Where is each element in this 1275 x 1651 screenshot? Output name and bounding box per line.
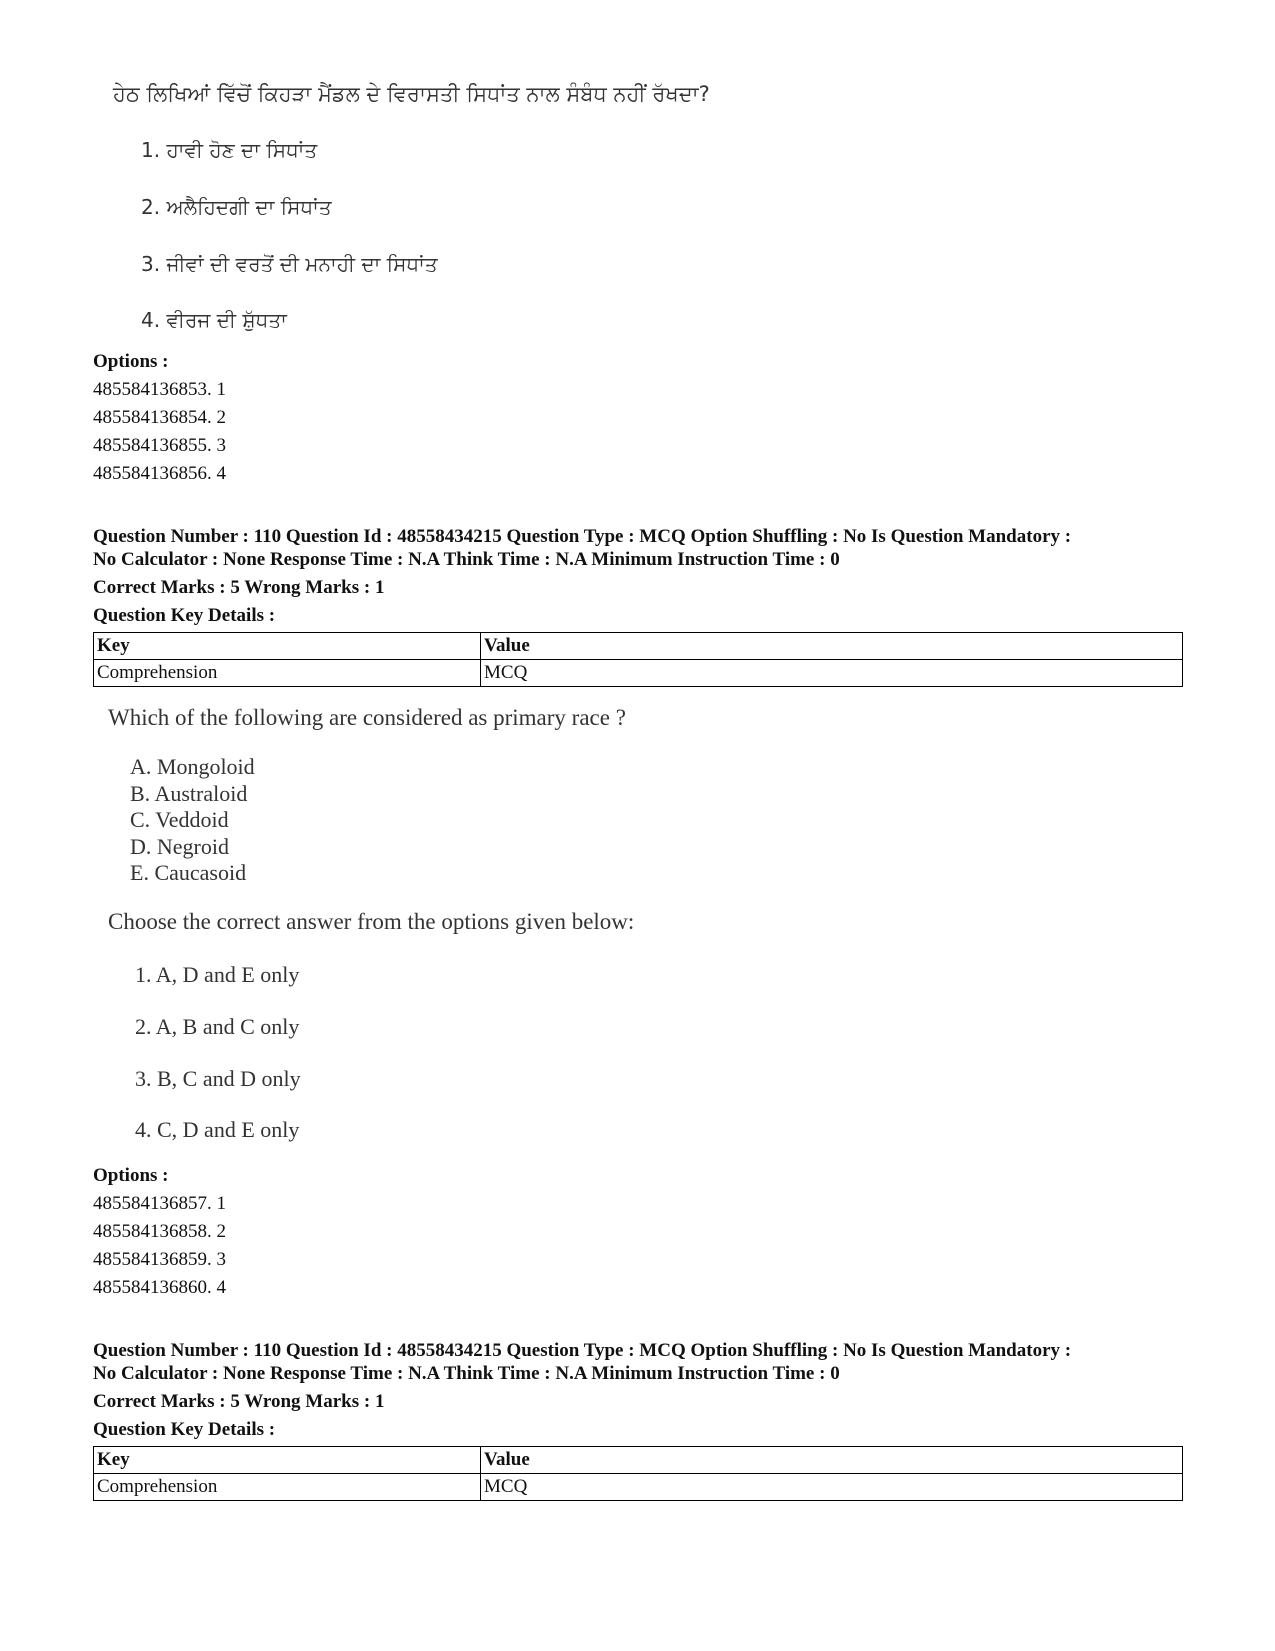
question-marks: Correct Marks : 5 Wrong Marks : 1 xyxy=(93,1391,385,1412)
table-cell-value: MCQ xyxy=(481,660,1183,687)
table-header-value: Value xyxy=(481,633,1183,660)
table-cell-value: MCQ xyxy=(481,1474,1183,1501)
option-row: 485584136853. 1 xyxy=(93,379,226,400)
question-item: E. Caucasoid xyxy=(130,860,247,885)
table-cell-key: Comprehension xyxy=(94,660,481,687)
question-marks: Correct Marks : 5 Wrong Marks : 1 xyxy=(93,577,385,598)
question-key-table xyxy=(93,1446,1183,1501)
option-row: 485584136859. 3 xyxy=(93,1249,226,1270)
question-meta-line: No Calculator : None Response Time : N.A Think Time : N.A Minimum Instruction Time : 0 xyxy=(93,1363,840,1384)
question-item: D. Negroid xyxy=(130,834,229,859)
option-row: 485584136855. 3 xyxy=(93,435,226,456)
question-key-table xyxy=(93,632,1183,687)
question-choice: 1. ਹਾਵੀ ਹੋਣ ਦਾ ਸਿਧਾਂਤ xyxy=(141,138,318,162)
question-item: B. Australoid xyxy=(130,781,248,806)
question-choice: 3. ਜੀਵਾਂ ਦੀ ਵਰਤੋਂ ਦੀ ਮਨਾਹੀ ਦਾ ਸਿਧਾਂਤ xyxy=(141,252,438,276)
question-item: A. Mongoloid xyxy=(130,754,255,779)
question-key-details-label: Question Key Details : xyxy=(93,1419,276,1440)
question-item: C. Veddoid xyxy=(130,807,229,832)
option-row: 485584136860. 4 xyxy=(93,1277,226,1298)
table-cell-key: Comprehension xyxy=(94,1474,481,1501)
question-image-punjabi xyxy=(93,0,1183,350)
table-header-key: Key xyxy=(94,1447,481,1474)
question-meta-line: Question Number : 110 Question Id : 48558434215 Question Type : MCQ Option Shuffling : No Is Question Mandatory : xyxy=(93,526,1072,547)
option-row: 485584136858. 2 xyxy=(93,1221,226,1242)
option-row: 485584136857. 1 xyxy=(93,1193,226,1214)
table-header-row xyxy=(94,1447,1183,1474)
table-row xyxy=(94,660,1183,687)
question-stem: Which of the following are considered as primary race ? xyxy=(108,705,626,730)
question-choice: 3. B, C and D only xyxy=(135,1066,301,1091)
options-label: Options : xyxy=(93,1165,169,1186)
question-meta-line: No Calculator : None Response Time : N.A Think Time : N.A Minimum Instruction Time : 0 xyxy=(93,549,840,570)
table-row xyxy=(94,1474,1183,1501)
question-meta-line: Question Number : 110 Question Id : 48558434215 Question Type : MCQ Option Shuffling : No Is Question Mandatory : xyxy=(93,1340,1072,1361)
question-image-english xyxy=(93,700,1183,1150)
option-row: 485584136856. 4 xyxy=(93,463,226,484)
question-choice: 1. A, D and E only xyxy=(135,962,300,987)
question-instruction: Choose the correct answer from the options given below: xyxy=(108,909,635,934)
table-header-key: Key xyxy=(94,633,481,660)
question-choice: 2. A, B and C only xyxy=(135,1014,300,1039)
options-label: Options : xyxy=(93,351,169,372)
question-key-details-label: Question Key Details : xyxy=(93,605,276,626)
question-choice: 4. C, D and E only xyxy=(135,1117,300,1142)
table-header-value: Value xyxy=(481,1447,1183,1474)
question-choice: 2. ਅਲੈਹਿਦਗੀ ਦਾ ਸਿਧਾਂਤ xyxy=(141,195,332,219)
question-stem: ਹੇਠ ਲਿਖਿਆਂ ਵਿੱਚੋਂ ਕਿਹੜਾ ਮੈਂਡਲ ਦੇ ਵਿਰਾਸਤੀ ਸਿਧਾਂਤ ਨਾਲ ਸੰਬੰਧ ਨਹੀਂ ਰੱਖਦਾ? xyxy=(113,82,710,106)
question-choice: 4. ਵੀਰਜ ਦੀ ਸ਼ੁੱਧਤਾ xyxy=(141,308,287,332)
option-row: 485584136854. 2 xyxy=(93,407,226,428)
table-header-row xyxy=(94,633,1183,660)
